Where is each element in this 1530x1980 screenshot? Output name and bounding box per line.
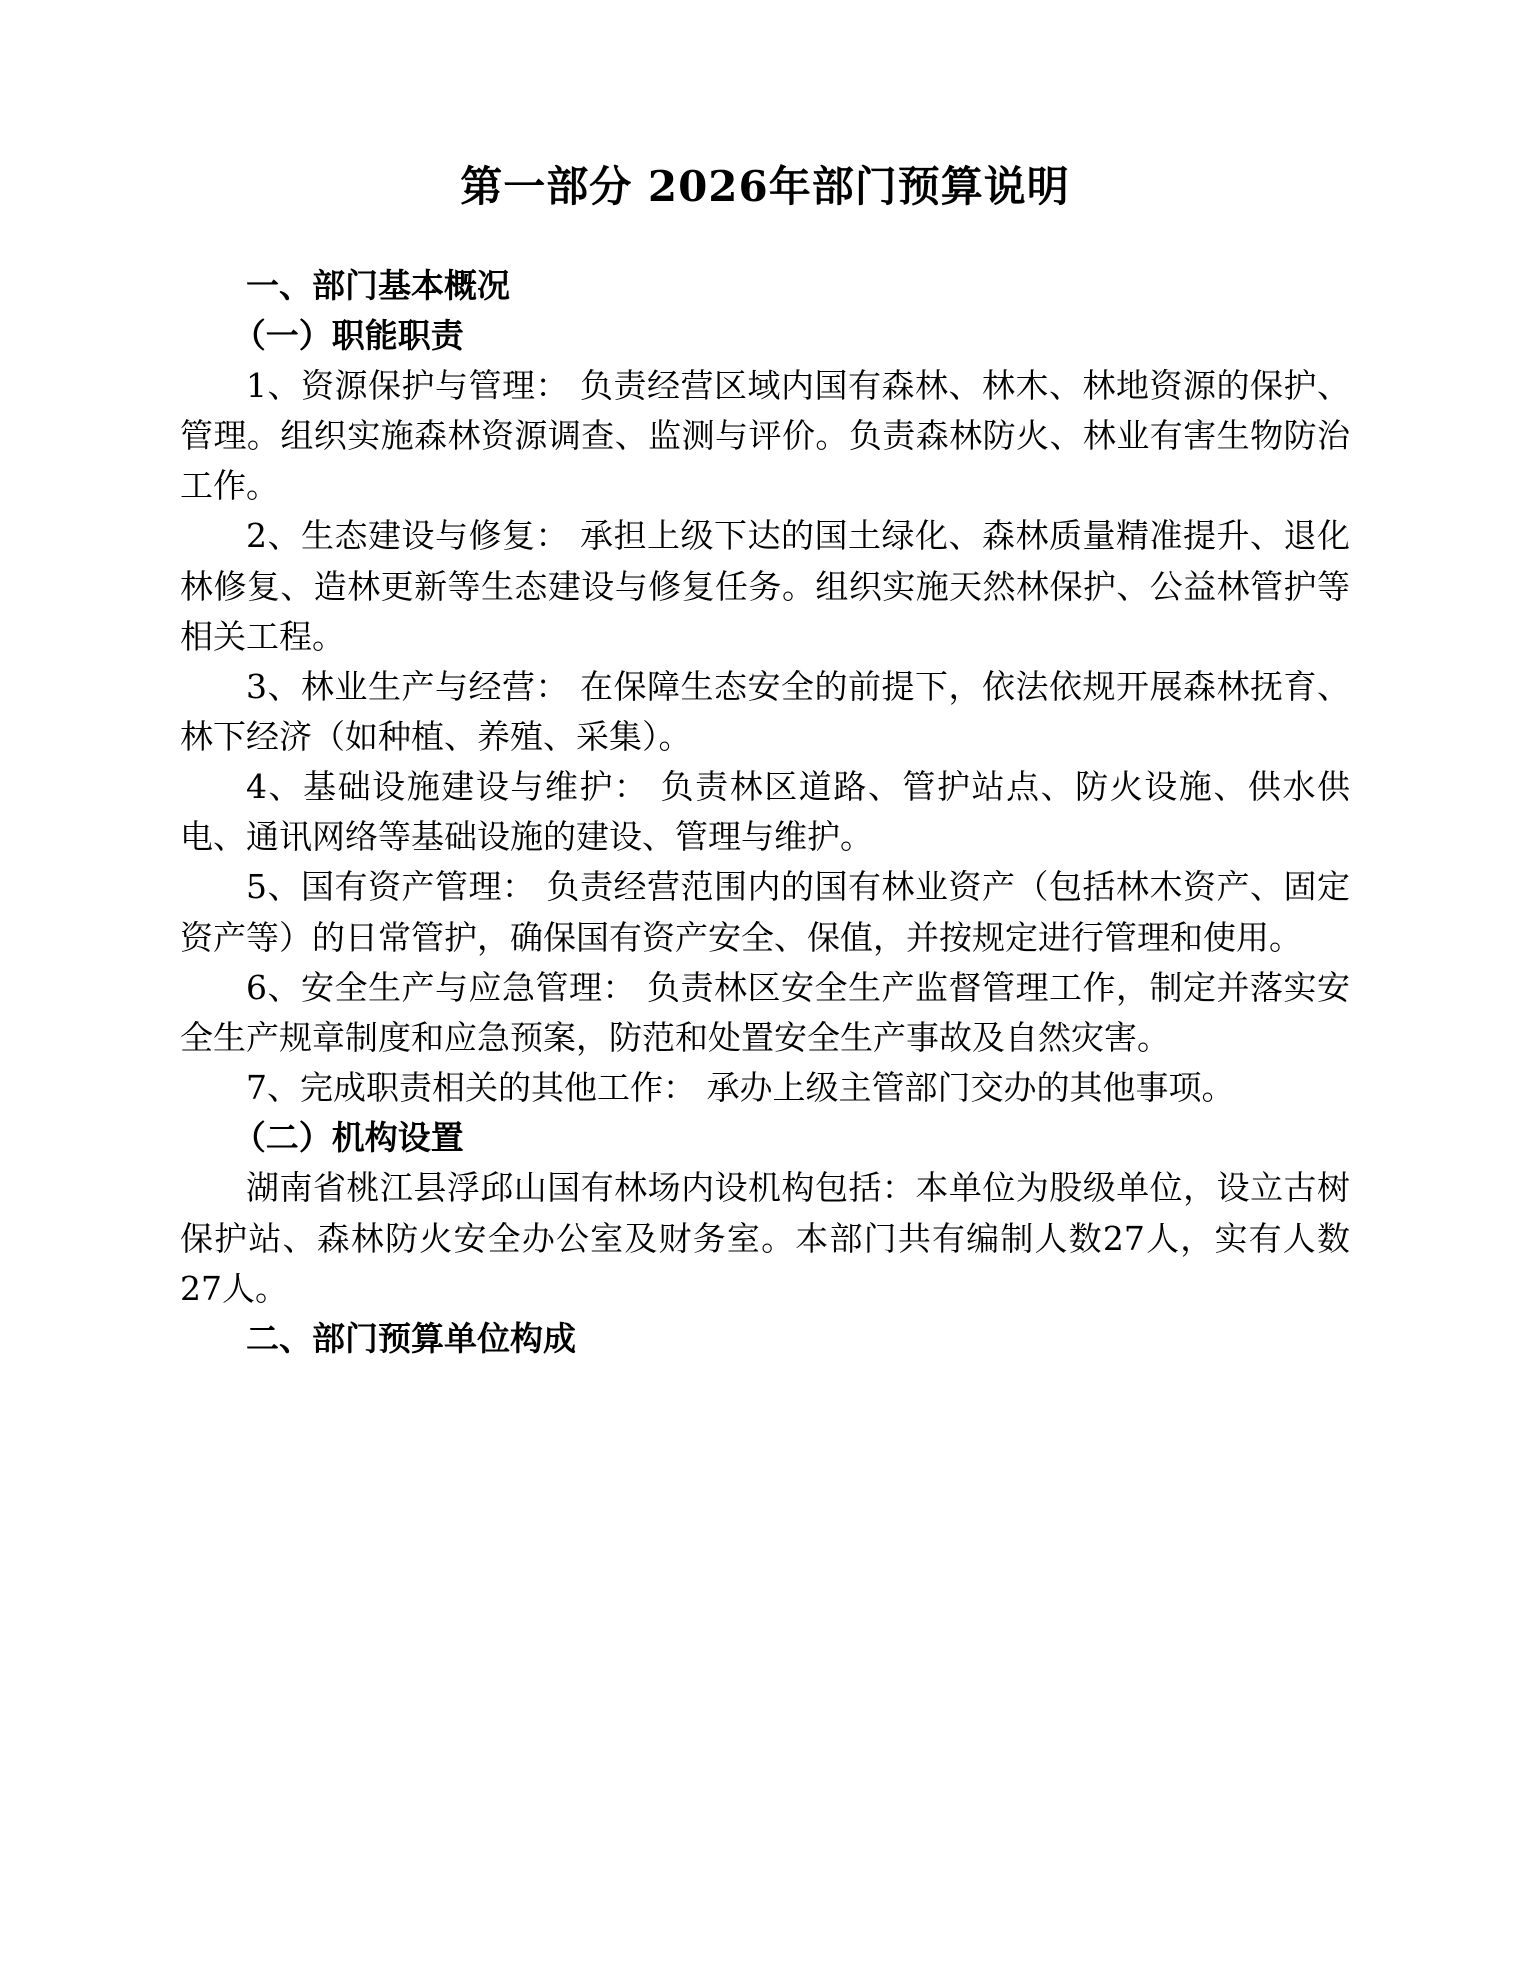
- section-heading-budget-units: 二、部门预算单位构成: [246, 1318, 576, 1358]
- paragraph-duty-4: 4、基础设施建设与维护： 负责林区道路、管护站点、防火设施、供水供电、通讯网络等基础设施的建设、管理与维护。: [180, 767, 1350, 857]
- paragraph-organization: 湖南省桃江县浮邱山国有林场内设机构包括：本单位为股级单位，设立古树保护站、森林防火安全办公室及财务室。本部门共有编制人数27人，实有人数27人。: [180, 1168, 1350, 1308]
- paragraph-duty-7: 7、完成职责相关的其他工作： 承办上级主管部门交办的其他事项。: [246, 1068, 1235, 1108]
- page-title: 第一部分 2026年部门预算说明: [460, 162, 1070, 211]
- subsection-heading-duties: （一）职能职责: [232, 315, 464, 355]
- section-heading-basic-overview: 一、部门基本概况: [246, 265, 510, 305]
- subsection-heading-organization: （二）机构设置: [232, 1118, 464, 1158]
- paragraph-duty-3: 3、林业生产与经营： 在保障生态安全的前提下，依法依规开展森林抚育、林下经济（如种植、养殖、采集）。: [180, 666, 1350, 756]
- paragraph-duty-6: 6、安全生产与应急管理： 负责林区安全生产监督管理工作，制定并落实安全生产规章制度和应急预案，防范和处置安全生产事故及自然灾害。: [180, 967, 1350, 1057]
- paragraph-duty-5: 5、国有资产管理： 负责经营范围内的国有林业资产（包括林木资产、固定资产等）的日常管护，确保国有资产安全、保值，并按规定进行管理和使用。: [180, 867, 1350, 957]
- paragraph-duty-1: 1、资源保护与管理： 负责经营区域内国有森林、林木、林地资源的保护、管理。组织实施森林资源调查、监测与评价。负责森林防火、林业有害生物防治工作。: [180, 365, 1350, 506]
- paragraph-duty-2: 2、生态建设与修复： 承担上级下达的国土绿化、森林质量精准提升、退化林修复、造林更新等生态建设与修复任务。组织实施天然林保护、公益林管护等相关工程。: [180, 516, 1350, 656]
